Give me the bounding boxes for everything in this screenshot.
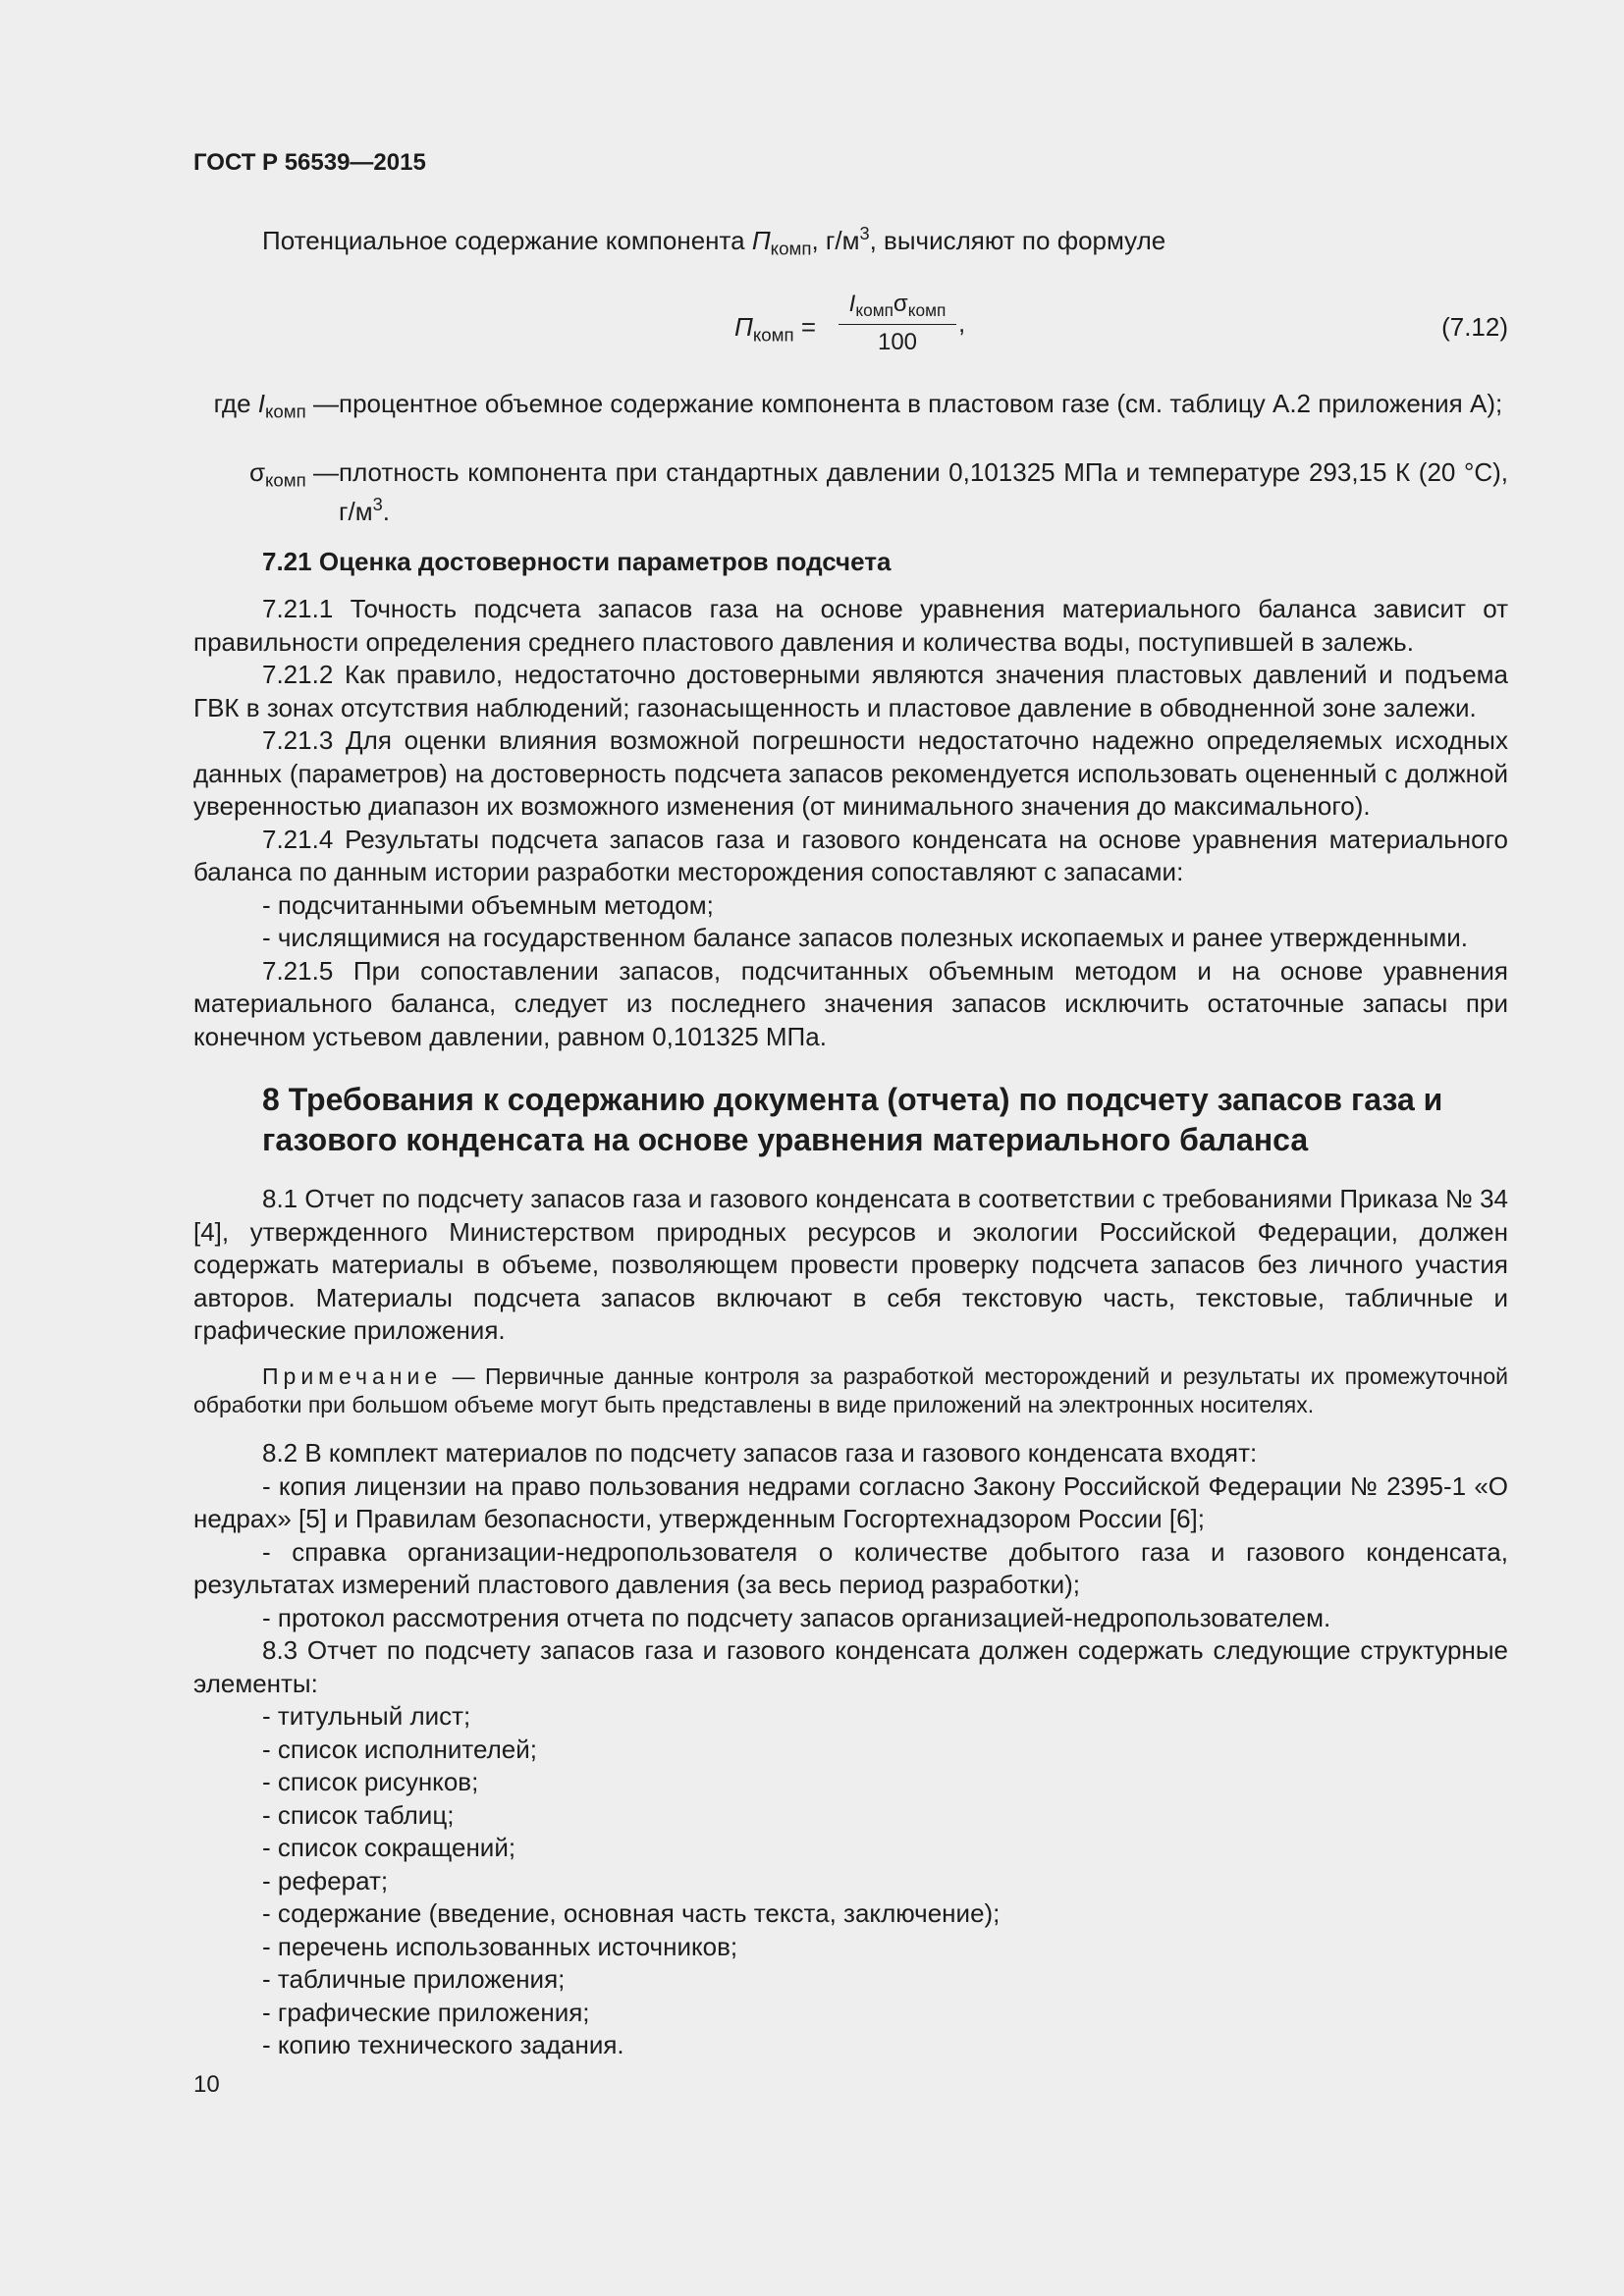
definition-sigma-komp: $\sigma_{комп}$ — плотность компонента при стандартных давлении 0,101325 МПа и температуре 293,15 К (20 °С), $г/м^3$. bbox=[248, 457, 1508, 526]
list-item: - графические приложения; bbox=[262, 1997, 590, 2027]
formula-fraction bbox=[839, 291, 956, 356]
list-item: - копия лицензии на право пользования недрами согласно Закону Российской Федерации № 2395-1 «О недрах» [5] и Правилам безопасности, утвержденным Госгортехнадзором России [6]; bbox=[193, 1470, 1508, 1533]
list-item: - числящимися на государственном балансе запасов полезных ископаемых и ранее утвержденными. bbox=[262, 923, 1468, 952]
document-page: ГОСТ Р 56539—2015 Потенциальное содержание компонента $П_{комп}$, $г/м^3$, вычисляют по формуле $П_{комп}$ = $I_{комп}\sigma_{комп}$ 100 , (7.12) где $I_{комп}$ — процентное объемное содержание компонента в пластовом газе (см. таблицу А.2 приложения А); $\sigma_{комп}$ — плотность компонента при стандартных давлении 0,101325 МПа и температуре 293,15 К (20 °С), $г/м^3$. 7.21 Оценка достоверности параметров подсчета 7.21.1 Точность подсчета запасов газа на основе уравнения материального баланса зависит от правильности определения среднего пластового давления и количества воды, поступившей в залежь. 7.21.2 Как правило, недостаточно достоверными являются значения пластовых давлений и подъема ГВК в зонах отсутствия наблюдений; газонасыщенность и пластовое давление в обводненной зоне залежи. 7.21.3 Для оценки влияния возможной погрешности недостаточно надежно определяемых исходных данных (параметров) на достоверность подсчета запасов рекомендуется использовать оцененный с должной уверенностью диапазон их возможного изменения (от минимального значения до максимального). 7.21.4 Результаты подсчета запасов газа и газового конденсата на основе уравнения материального баланса по данным истории разработки месторождения сопоставляют с запасами: - подсчитанными объемным методом; - числящимися на государственном балансе запасов полезных ископаемых и ранее утвержденными. 7.21.5 При сопоставлении запасов, подсчитанных объемным методом и на основе уравнения материального баланса, следует из последнего значения запасов исключить остаточные запасы при конечном устьевом давлении, равном 0,101325 МПа. 8 Требования к содержанию документа (отчета) по подсчету запасов газа и газового конденсата на основе уравнения материального баланса 8.1 Отчет по подсчету запасов газа и газового конденсата в соответствии с требованиями Приказа № 34 [4], утвержденного Министерством природных ресурсов и экологии Российской Федерации, должен содержать материалы в объеме, позволяющем провести проверку подсчета запасов без личного участия авторов. Материалы подсчета запасов включают в себя текстовую часть, текстовые, табличные и графические приложения. Примечание — Первичные данные контроля за разработкой месторождений и результаты их промежуточной обработки при большом объеме могут быть представлены в виде приложений на электронных носителях. 8.2 В комплект материалов по подсчету запасов газа и газового конденсата входят: - копия лицензии на право пользования недрами согласно Закону Российской Федерации № 2395-1 «О недрах» [5] и Правилам безопасности, утвержденным Госгортехнадзором России [6]; - справка организации-недропользователя о количестве добытого газа и газового конденсата, результатах измерений пластового давления (за весь период разработки); - протокол рассмотрения отчета по подсчету запасов организацией-недропользователем. 8.3 Отчет по подсчету запасов газа и газового конденсата должен содержать следующие структурные элементы: - титульный лист; - список исполнителей; - список рисунков; - список таблиц; - список сокращений; - реферат; - содержание (введение, основная часть текста, заключение); - перечень использованных источников; - табличные приложения; - графические приложения; - копию технического задания. 10 bbox=[193, 149, 1508, 2098]
fraction-bar bbox=[839, 324, 956, 325]
list-item: - список исполнителей; bbox=[262, 1734, 537, 1764]
section-8-heading: 8 Требования к содержанию документа (отчета) по подсчету запасов газа и газового конденсата на основе уравнения материального баланса bbox=[262, 1082, 1443, 1157]
note-label: Примечание bbox=[262, 1363, 443, 1389]
paragraph-7-21-4: 7.21.4 Результаты подсчета запасов газа и газового конденсата на основе уравнения материального баланса по данным истории разработки месторождения сопоставляют с запасами: bbox=[193, 824, 1508, 886]
paragraph-8-1: 8.1 Отчет по подсчету запасов газа и газового конденсата в соответствии с требованиями Приказа № 34 [4], утвержденного Министерством природных ресурсов и экологии Российской Федерации, должен содержать материалы в объеме, позволяющем провести проверку подсчета запасов без личного участия авторов. Материалы подсчета запасов включают в себя текстовую часть, текстовые, табличные и графические приложения. bbox=[193, 1184, 1508, 1345]
list-item: - справка организации-недропользователя о количестве добытого газа и газового конденсата, результатах измерений пластового давления (за весь период разработки); bbox=[193, 1536, 1508, 1599]
paragraph-8-2: 8.2 В комплект материалов по подсчету запасов газа и газового конденсата входят: bbox=[262, 1438, 1258, 1468]
list-item: - реферат; bbox=[262, 1865, 389, 1896]
definition-i-komp: где $I_{комп}$ — процентное объемное содержание компонента в пластовом газе (см. таблицу А.2 приложения А); bbox=[213, 389, 1503, 422]
intro-symbol: П bbox=[751, 226, 771, 255]
paragraph-7-21-2: 7.21.2 Как правило, недостаточно достоверными являются значения пластовых давлений и подъема ГВК в зонах отсутствия наблюдений; газонасыщенность и пластовое давление в обводненной зоне залежи. bbox=[193, 660, 1508, 722]
list-item: - табличные приложения; bbox=[262, 1964, 566, 1994]
formula-denominator: 100 bbox=[877, 329, 918, 356]
list-item: - список рисунков; bbox=[262, 1767, 479, 1796]
list-item: - титульный лист; bbox=[262, 1701, 471, 1731]
paragraph-7-21-3: 7.21.3 Для оценки влияния возможной погрешности недостаточно надежно определяемых исходных данных (параметров) на достоверность подсчета запасов рекомендуется использовать оцененный с должной уверенностью диапазон их возможного изменения (от минимального значения до максимального). bbox=[193, 725, 1508, 821]
list-item: - содержание (введение, основная часть текста, заключение); bbox=[262, 1898, 1001, 1928]
note bbox=[193, 1362, 1508, 1419]
paragraph-7-21-5: 7.21.5 При сопоставлении запасов, подсчитанных объемным методом и на основе уравнения материального баланса, следует из последнего значения запасов исключить остаточные запасы при конечном устьевом давлении, равном 0,101325 МПа. bbox=[193, 955, 1508, 1051]
intro-sentence: Потенциальное содержание компонента $П_{комп}$, $г/м^3$, вычисляют по формуле bbox=[262, 224, 1166, 259]
paragraphs-8-2-8-3 bbox=[193, 1437, 1508, 2062]
section-7-21-heading: 7.21 Оценка достоверности параметров подсчета bbox=[262, 547, 892, 576]
formula-lhs: $П_{комп}$ = bbox=[734, 312, 817, 346]
note-text: — Первичные данные контроля за разработкой месторождений и результаты их промежуточной обработки при большом объеме могут быть представлены в виде приложений на электронных носителях. bbox=[193, 1363, 1508, 1417]
formula-numerator: $I_{комп}\sigma_{комп}$ bbox=[848, 291, 947, 321]
document-header: ГОСТ Р 56539—2015 bbox=[193, 149, 426, 176]
list-item: - копию технического задания. bbox=[262, 2030, 624, 2059]
list-item: - протокол рассмотрения отчета по подсчету запасов организацией-недропользователем. bbox=[262, 1602, 1331, 1632]
page-number: 10 bbox=[193, 2071, 220, 2098]
section-7-21-body bbox=[193, 593, 1508, 1053]
list-item: - список сокращений; bbox=[262, 1833, 516, 1862]
paragraph-8-3: 8.3 Отчет по подсчету запасов газа и газового конденсата должен содержать следующие структурные элементы: bbox=[193, 1635, 1508, 1698]
list-item: - список таблиц; bbox=[262, 1799, 455, 1830]
equation-number: (7.12) bbox=[1441, 312, 1508, 342]
list-item: - подсчитанными объемным методом; bbox=[262, 889, 714, 920]
list-item: - перечень использованных источников; bbox=[262, 1931, 738, 1961]
paragraph-7-21-1: 7.21.1 Точность подсчета запасов газа на основе уравнения материального баланса зависит от правильности определения среднего пластового давления и количества воды, поступившей в залежь. bbox=[193, 594, 1508, 657]
